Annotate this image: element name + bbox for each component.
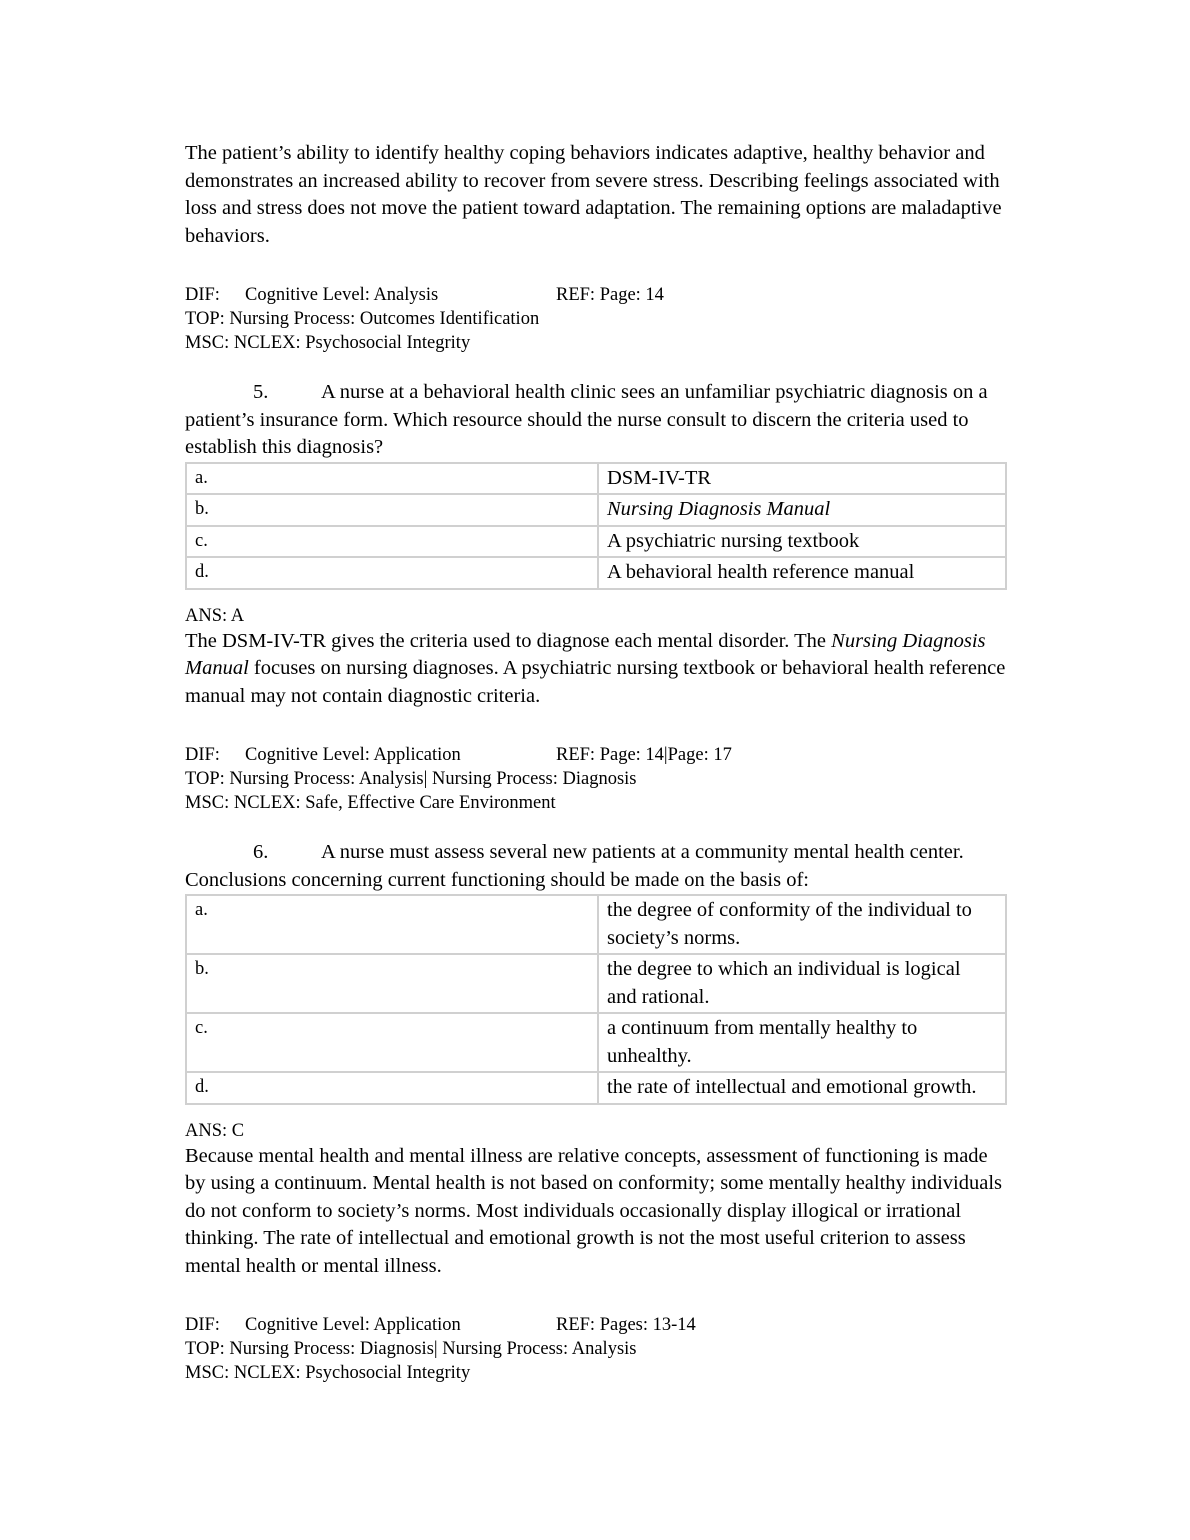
option-label: b. [186,494,598,526]
option-row[interactable] [186,1013,1006,1072]
rationale: Because mental health and mental illness are relative concepts, assessment of functioning is made by using a continuum. Mental health is not based on conformity; some mentally healthy individuals do not conform to society’s norms. Most individuals occasionally display illogical or irrational thinking. The rate of intellectual and emotional growth is not the most useful criterion to assess mental health or mental illness. [185,1144,1003,1277]
topic: TOP: Nursing Process: Outcomes Identification [185,309,540,329]
difficulty: Cognitive Level: Analysis [245,285,439,305]
topic: TOP: Nursing Process: Diagnosis| Nursing Process: Analysis [185,1339,637,1359]
option-text: the degree of conformity of the individual to society’s norms. [598,895,1006,954]
metadata [185,1313,1010,1385]
difficulty: Cognitive Level: Application [245,1315,461,1335]
rationale-q4: The patient’s ability to identify healthy coping behaviors indicates adaptive, healthy behavior and demonstrates an increased ability to recover from severe stress. Describing feelings associated with loss and stress does not move the patient toward adaptation. The remaining options are maladaptive behaviors. [185,142,1002,247]
option-row[interactable] [186,954,1006,1013]
option-row[interactable] [186,895,1006,954]
metadata [185,743,1010,815]
option-label: d. [186,557,598,589]
msc: MSC: NCLEX: Safe, Effective Care Environment [185,793,556,813]
answer: ANS: A [185,605,245,626]
answer: ANS: C [185,1120,245,1141]
dif-label: DIF: [185,285,220,305]
option-row[interactable] [186,557,1006,589]
option-label: b. [186,954,598,1013]
option-row[interactable] [186,494,1006,526]
document-page [185,140,1010,1385]
option-row[interactable] [186,463,1006,495]
option-row[interactable] [186,526,1006,558]
reference: REF: Page: 14 [556,285,664,305]
option-row[interactable] [186,1072,1006,1104]
rationale: The DSM-IV-TR gives the criteria used to diagnose each mental disorder. The Nursing Diagnosis Manual focuses on nursing diagnoses. A psychiatric nursing textbook or behavioral health reference manual may not contain diagnostic criteria. [185,629,1006,707]
question-number: 6. [253,841,269,863]
option-label: d. [186,1072,598,1104]
difficulty: Cognitive Level: Application [245,745,461,765]
dif-label: DIF: [185,745,220,765]
option-label: c. [186,1013,598,1072]
metadata-q4 [185,283,1010,355]
reference: REF: Page: 14|Page: 17 [556,745,732,765]
option-label: a. [186,463,598,495]
option-text: the degree to which an individual is logical and rational. [598,954,1006,1013]
options-table [185,894,1007,1105]
dif-label: DIF: [185,1315,220,1335]
option-text: A behavioral health reference manual [598,557,1006,589]
question-5 [185,379,1010,815]
question-stem: A nurse at a behavioral health clinic sees an unfamiliar psychiatric diagnosis on a patient’s insurance form. Which resource should the nurse consult to discern the criteria used to establish this diagnosis? [185,381,988,458]
option-text: the rate of intellectual and emotional growth. [598,1072,1006,1104]
options-table [185,462,1007,590]
topic: TOP: Nursing Process: Analysis| Nursing Process: Diagnosis [185,769,637,789]
question-6 [185,839,1010,1385]
option-label: a. [186,895,598,954]
option-label: c. [186,526,598,558]
option-text: DSM-IV-TR [598,463,1006,495]
option-text: Nursing Diagnosis Manual [607,498,831,520]
option-text: A psychiatric nursing textbook [598,526,1006,558]
question-number: 5. [253,381,269,403]
msc: MSC: NCLEX: Psychosocial Integrity [185,1363,471,1383]
option-text: a continuum from mentally healthy to unhealthy. [598,1013,1006,1072]
question-stem: A nurse must assess several new patients at a community mental health center. Conclusions concerning current functioning should be made on the basis of: [185,841,964,891]
reference: REF: Pages: 13-14 [556,1315,696,1335]
msc: MSC: NCLEX: Psychosocial Integrity [185,333,471,353]
